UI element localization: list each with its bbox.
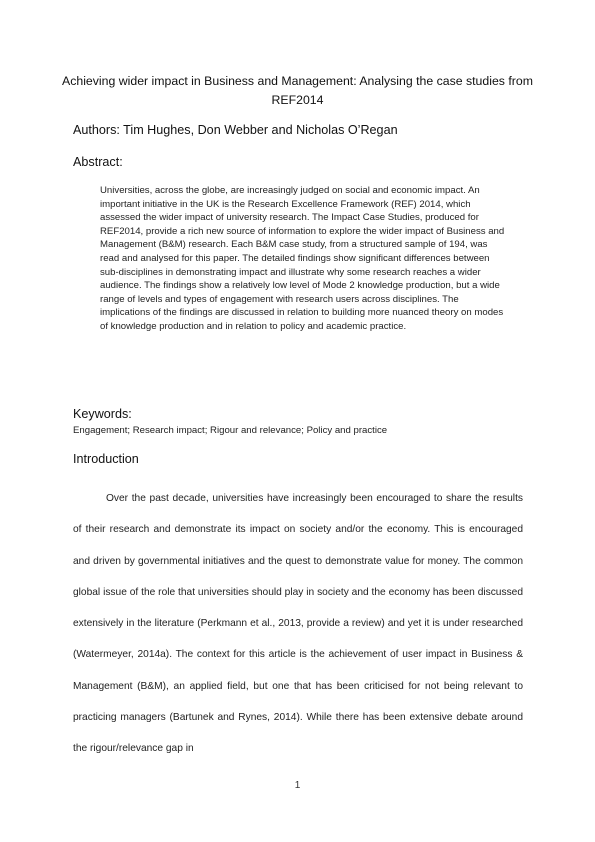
authors-line: Authors: Tim Hughes, Don Webber and Nicholas O’Regan xyxy=(73,123,398,137)
paper-title: Achieving wider impact in Business and Management: Analysing the case studies from REF2014 xyxy=(62,74,533,107)
abstract-text: Universities, across the globe, are increasingly judged on social and economic impact. An important initiative in the UK is the Research Excellence Framework (REF) 2014, which assessed the wider impact of university research. The Impact Case Studies, produced for REF2014, provide a rich new source of information to explore the wider impact of Business and Management (B&M) research. Each B&M case study, from a structured sample of 194, was read and analysed for this paper. The detailed findings show significant differences between sub-disciplines in demonstrating impact and illustrate why some research reaches a wider audience. The findings show a relatively low level of Mode 2 knowledge production, but a wide range of levels and types of engagement with research users across disciplines. The implications of the findings are discussed in relation to building more nuanced theory on modes of knowledge production and in relation to policy and academic practice. xyxy=(100,185,505,332)
keywords-heading: Keywords: xyxy=(73,407,132,421)
keywords-list: Engagement; Research impact; Rigour and relevance; Policy and practice xyxy=(73,425,388,436)
introduction-text: Over the past decade, universities have increasingly been encouraged to share the results of their research and demonstrate its impact on society and/or the economy. This is encouraged and driven by governmental initiatives and the quest to demonstrate value for money. The common global issue of the role that universities should play in society and the economy has been discussed extensively in the literature (Perkmann et al., 2013, provide a review) and yet it is under researched (Watermeyer, 2014a). The context for this article is the achievement of user impact in Business & Management (B&M), an applied field, but one that has been criticised for not being relevant to practicing managers (Bartunek and Rynes, 2014). While there has been extensive debate around the rigour/relevance gap in xyxy=(73,493,523,755)
page-number: 1 xyxy=(294,780,301,791)
abstract-heading: Abstract: xyxy=(73,155,123,169)
introduction-heading: Introduction xyxy=(73,452,139,466)
